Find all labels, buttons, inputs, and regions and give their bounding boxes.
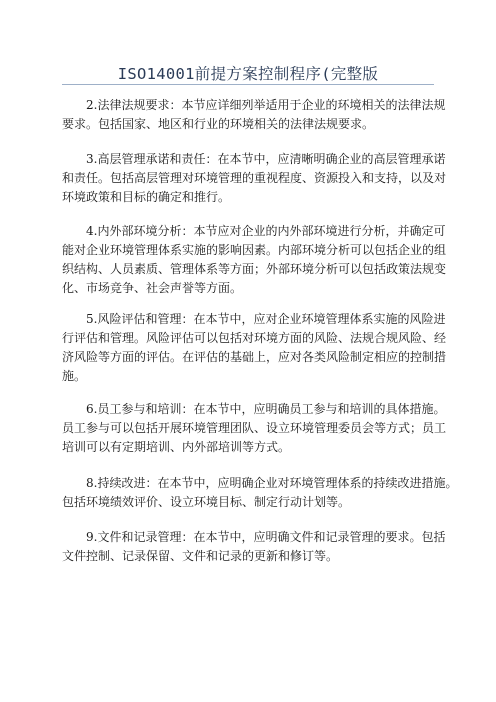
paragraph-line: 3.高层管理承诺和责任：在本节中，应清晰明确企业的高层管理承诺 bbox=[86, 152, 446, 166]
paragraph-line: 化、市场竞争、社会声誉等方面。 bbox=[62, 281, 243, 295]
paragraph-line: 文件控制、记录保留、文件和记录的更新和修订等。 bbox=[62, 549, 339, 563]
paragraph-line: 员工参与可以包括开展环境管理团队、设立环境管理委员会等方式；员工 bbox=[62, 421, 447, 435]
title-divider bbox=[62, 84, 434, 85]
paragraph-line: 4.内外部环境分析：本节应对企业的内外部环境进行分析，并确定可 bbox=[86, 224, 446, 238]
paragraph-line: 环境政策和目标的确定和推行。 bbox=[62, 190, 231, 204]
section-legal-requirements bbox=[62, 96, 446, 134]
paragraph-line: 2.法律法规要求：本节应详细列举适用于企业的环境相关的法律法规 bbox=[86, 98, 446, 112]
section-risk-management bbox=[62, 310, 447, 386]
section-environment-analysis bbox=[62, 222, 447, 298]
paragraph-line: 8.持续改进：在本节中，应明确企业对环境管理体系的持续改进措施。 bbox=[86, 476, 458, 490]
section-continuous-improvement bbox=[62, 474, 458, 512]
paragraph-line: 织结构、人员素质、管理体系等方面；外部环境分析可以包括政策法规变 bbox=[62, 262, 447, 276]
document-title: ISO14001前提方案控制程序(完整版 bbox=[117, 65, 379, 83]
paragraph-line: 济风险等方面的评估。在评估的基础上，应对各类风险制定相应的控制措 bbox=[62, 350, 447, 364]
paragraph-line: 要求。包括国家、地区和行业的环境相关的法律法规要求。 bbox=[62, 117, 375, 131]
section-management-commitment bbox=[62, 150, 447, 207]
paragraph-line: 包括环境绩效评价、设立环境目标、制定行动计划等。 bbox=[62, 495, 351, 509]
paragraph-line: 5.风险评估和管理：在本节中，应对企业环境管理体系实施的风险进 bbox=[86, 312, 446, 326]
paragraph-line: 9.文件和记录管理：在本节中，应明确文件和记录管理的要求。包括 bbox=[86, 530, 446, 544]
paragraph-line: 施。 bbox=[62, 369, 87, 383]
paragraph-line: 和责任。包括高层管理对环境管理的重视程度、资源投入和支持，以及对 bbox=[62, 171, 447, 185]
paragraph-line: 培训可以有定期培训、内外部培训等方式。 bbox=[62, 440, 291, 454]
section-employee-training bbox=[62, 400, 447, 457]
paragraph-line: 6.员工参与和培训：在本节中，应明确员工参与和培训的具体措施。 bbox=[86, 402, 446, 416]
paragraph-line: 行评估和管理。风险评估可以包括对环境方面的风险、法规合规风险、经 bbox=[62, 331, 447, 345]
section-document-records bbox=[62, 528, 446, 566]
paragraph-line: 能对企业环境管理体系实施的影响因素。内部环境分析可以包括企业的组 bbox=[62, 243, 447, 257]
